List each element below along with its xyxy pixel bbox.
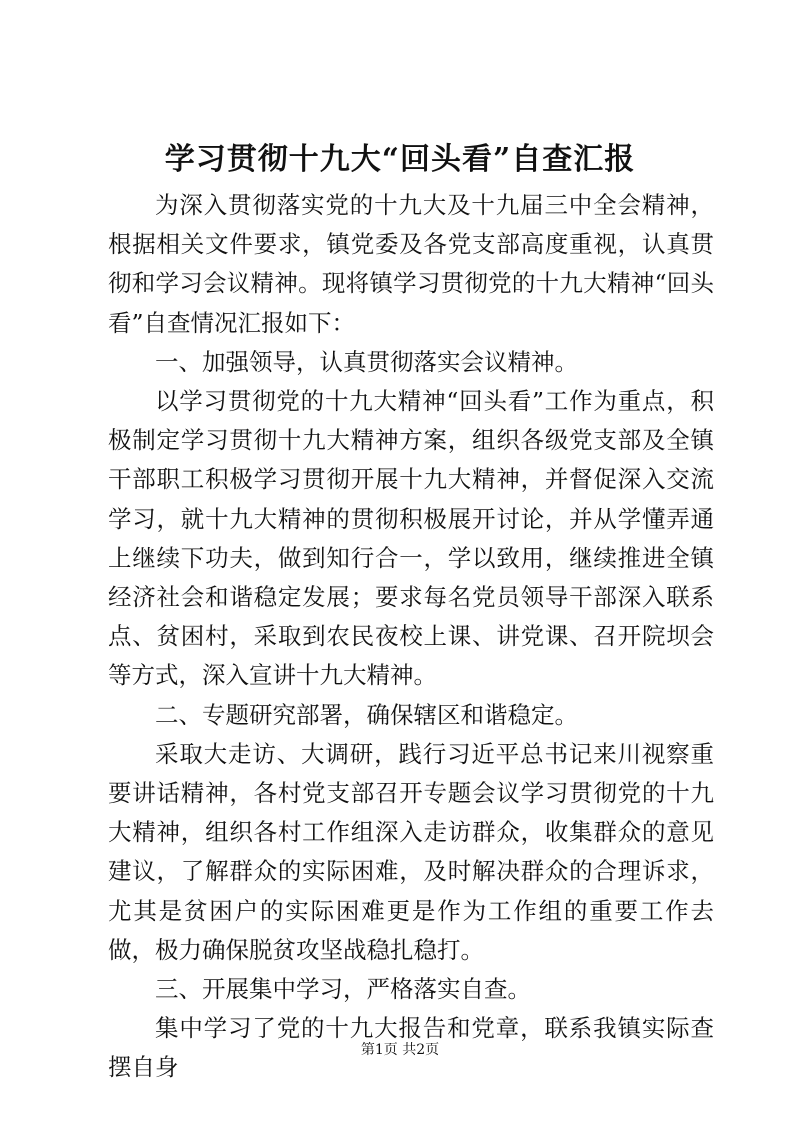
document-body — [108, 186, 714, 1088]
section-heading-3: 三、开展集中学习，严格落实自查。 — [155, 975, 531, 1004]
document-title: 学习贯彻十九大“回头看”自查汇报 — [164, 142, 636, 177]
paragraph-section-1: 以学习贯彻党的十九大精神“回头看”工作为重点，积极制定学习贯彻十九大精神方案，组织各级党支部及全镇干部职工积极学习贯彻开展十九大精神，并督促深入交流学习，就十九大精神的贯彻积极展开讨论，并从学懂弄通上继续下功夫，做到知行合一，学以致用，继续推进全镇经济社会和谐稳定发展；要求每名党员领导干部深入联系点、贫困村，采取到农民夜校上课、讲党课、召开院坝会等方式，深入宣讲十九大精神。 — [108, 387, 714, 690]
section-heading-1: 一、加强领导，认真贯彻落实会议精神。 — [155, 347, 578, 376]
paragraph-section-2: 采取大走访、大调研，践行习近平总书记来川视察重要讲话精神，各村党支部召开专题会议学习贯彻党的十九大精神，组织各村工作组深入走访群众，收集群众的意见建议，了解群众的实际困难，及时解决群众的合理诉求，尤其是贫困户的实际困难更是作为工作组的重要工作去做，极力确保脱贫攻坚战稳扎稳打。 — [108, 739, 714, 964]
section-heading-2: 二、专题研究部署，确保辖区和谐稳定。 — [155, 700, 578, 729]
paragraph-intro: 为深入贯彻落实党的十九大及十九届三中全会精神，根据相关文件要求，镇党委及各党支部高度重视，认真贯彻和学习会议精神。现将镇学习贯彻党的十九大精神“回头看”自查情况汇报如下： — [108, 191, 714, 337]
page-number-footer: 第1页 共2页 — [360, 1042, 440, 1058]
paragraph-section-3: 集中学习了党的十九大报告和党章，联系我镇实际查摆自身 — [108, 1014, 714, 1082]
